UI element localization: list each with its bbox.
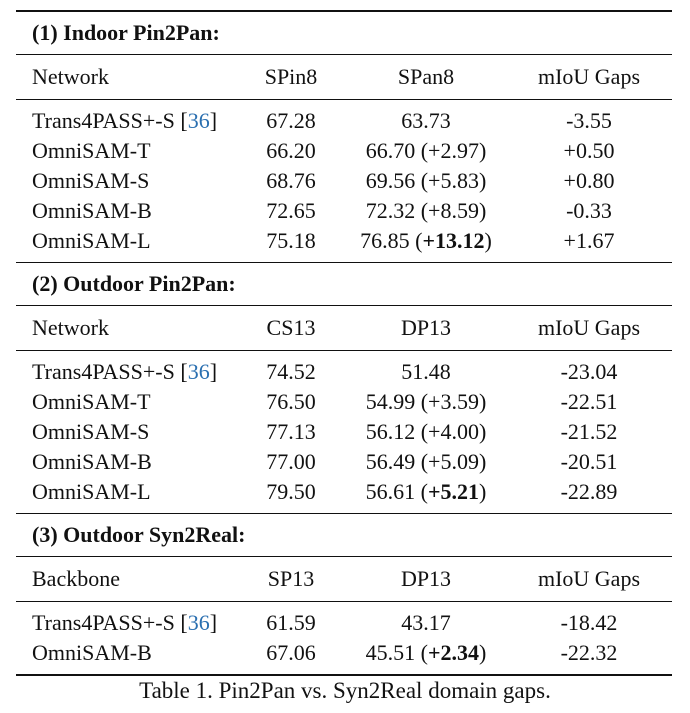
target-score: 69.56 (+5.83): [365, 168, 487, 193]
best-improvement: +13.12: [422, 228, 485, 253]
miou-gap: +0.50: [563, 138, 615, 163]
header-cell: SPan8: [397, 64, 455, 89]
header-row: [16, 55, 672, 99]
network-name: Trans4PASS+-S: [32, 108, 181, 133]
network-name: OmniSAM-T: [32, 138, 151, 163]
source-score: 75.18: [266, 228, 316, 253]
miou-gap: -23.04: [560, 359, 618, 384]
table-row: Trans4PASS+-S [36] 67.28 63.73 -3.55: [16, 106, 672, 136]
table-row: [16, 166, 672, 196]
table-bottom-rule: [16, 674, 672, 676]
source-score: 77.00: [266, 449, 316, 474]
table-row: Trans4PASS+-S [36] 61.59 43.17 -18.42: [16, 608, 672, 638]
header-cell: DP13: [400, 315, 452, 340]
header-cell: mIoU Gaps: [537, 566, 641, 591]
source-score: 79.50: [266, 479, 316, 504]
section-title: (1) Indoor Pin2Pan:: [32, 20, 220, 45]
miou-gap: -20.51: [560, 449, 618, 474]
network-name: OmniSAM-B: [32, 449, 152, 474]
miou-gap: -22.51: [560, 389, 618, 414]
header-cell: SP13: [267, 566, 315, 591]
header-cell: mIoU Gaps: [537, 64, 641, 89]
citation-link[interactable]: 36: [187, 610, 210, 635]
header-cell: Backbone: [32, 566, 120, 591]
best-improvement: +2.34: [427, 640, 480, 665]
miou-gap: -22.89: [560, 479, 618, 504]
source-score: 67.06: [266, 640, 316, 665]
source-score: 74.52: [266, 359, 316, 384]
source-score: 76.50: [266, 389, 316, 414]
header-cell: DP13: [400, 566, 452, 591]
source-score: 66.20: [266, 138, 316, 163]
target-score: 76.85 (: [360, 228, 423, 253]
header-cell: mIoU Gaps: [537, 315, 641, 340]
miou-gap: +0.80: [563, 168, 615, 193]
section-outdoor-pin2pan: [16, 263, 672, 513]
miou-gap: -18.42: [560, 610, 618, 635]
source-score: 68.76: [266, 168, 316, 193]
table-row: [16, 136, 672, 166]
header-cell: SPin8: [264, 64, 318, 89]
source-score: 61.59: [266, 610, 316, 635]
section-title: (3) Outdoor Syn2Real:: [32, 522, 246, 547]
header-cell: Network: [32, 315, 109, 340]
network-name: OmniSAM-S: [32, 168, 150, 193]
citation-link[interactable]: 36: [187, 108, 210, 133]
header-row: [16, 557, 672, 601]
miou-gap: -22.32: [560, 640, 618, 665]
network-name: OmniSAM-B: [32, 198, 152, 223]
network-name: OmniSAM-B: [32, 640, 152, 665]
target-score: 56.12 (+4.00): [365, 419, 487, 444]
table-caption: Table 1. Pin2Pan vs. Syn2Real domain gaps.: [139, 678, 551, 703]
miou-gap: -21.52: [560, 419, 618, 444]
table-row: OmniSAM-L 75.18 76.85 (+13.12) +1.67: [16, 226, 672, 256]
target-score: 56.61 (: [365, 479, 428, 504]
target-score: 63.73: [401, 108, 451, 133]
header-cell: CS13: [266, 315, 316, 340]
table-row: [16, 447, 672, 477]
target-score: 56.49 (+5.09): [365, 449, 487, 474]
table-row: [16, 196, 672, 226]
table-row: Trans4PASS+-S [36] 74.52 51.48 -23.04: [16, 357, 672, 387]
section-title: (2) Outdoor Pin2Pan:: [32, 271, 236, 296]
target-score: 54.99 (+3.59): [365, 389, 487, 414]
network-name: OmniSAM-L: [32, 228, 151, 253]
network-name: OmniSAM-L: [32, 479, 151, 504]
target-score: 45.51 (: [365, 640, 428, 665]
network-name: Trans4PASS+-S: [32, 359, 181, 384]
header-row: [16, 306, 672, 350]
section-indoor-pin2pan: [16, 12, 672, 262]
network-name: OmniSAM-S: [32, 419, 150, 444]
results-table: [16, 10, 672, 676]
header-cell: Network: [32, 64, 109, 89]
source-score: 72.65: [266, 198, 316, 223]
table-row: OmniSAM-B 67.06 45.51 (+2.34) -22.32: [16, 638, 672, 668]
source-score: 67.28: [266, 108, 316, 133]
network-name: OmniSAM-T: [32, 389, 151, 414]
table-row: OmniSAM-L 79.50 56.61 (+5.21) -22.89: [16, 477, 672, 507]
network-name: Trans4PASS+-S: [32, 610, 181, 635]
target-score: 51.48: [401, 359, 451, 384]
miou-gap: -3.55: [566, 108, 612, 133]
target-score: 66.70 (+2.97): [365, 138, 487, 163]
table-row: [16, 417, 672, 447]
miou-gap: -0.33: [566, 198, 612, 223]
source-score: 77.13: [266, 419, 316, 444]
target-score: 72.32 (+8.59): [365, 198, 487, 223]
miou-gap: +1.67: [563, 228, 615, 253]
target-score: 43.17: [401, 610, 451, 635]
table-row: [16, 387, 672, 417]
section-outdoor-syn2real: [16, 514, 672, 674]
citation-link[interactable]: 36: [187, 359, 210, 384]
best-improvement: +5.21: [427, 479, 480, 504]
